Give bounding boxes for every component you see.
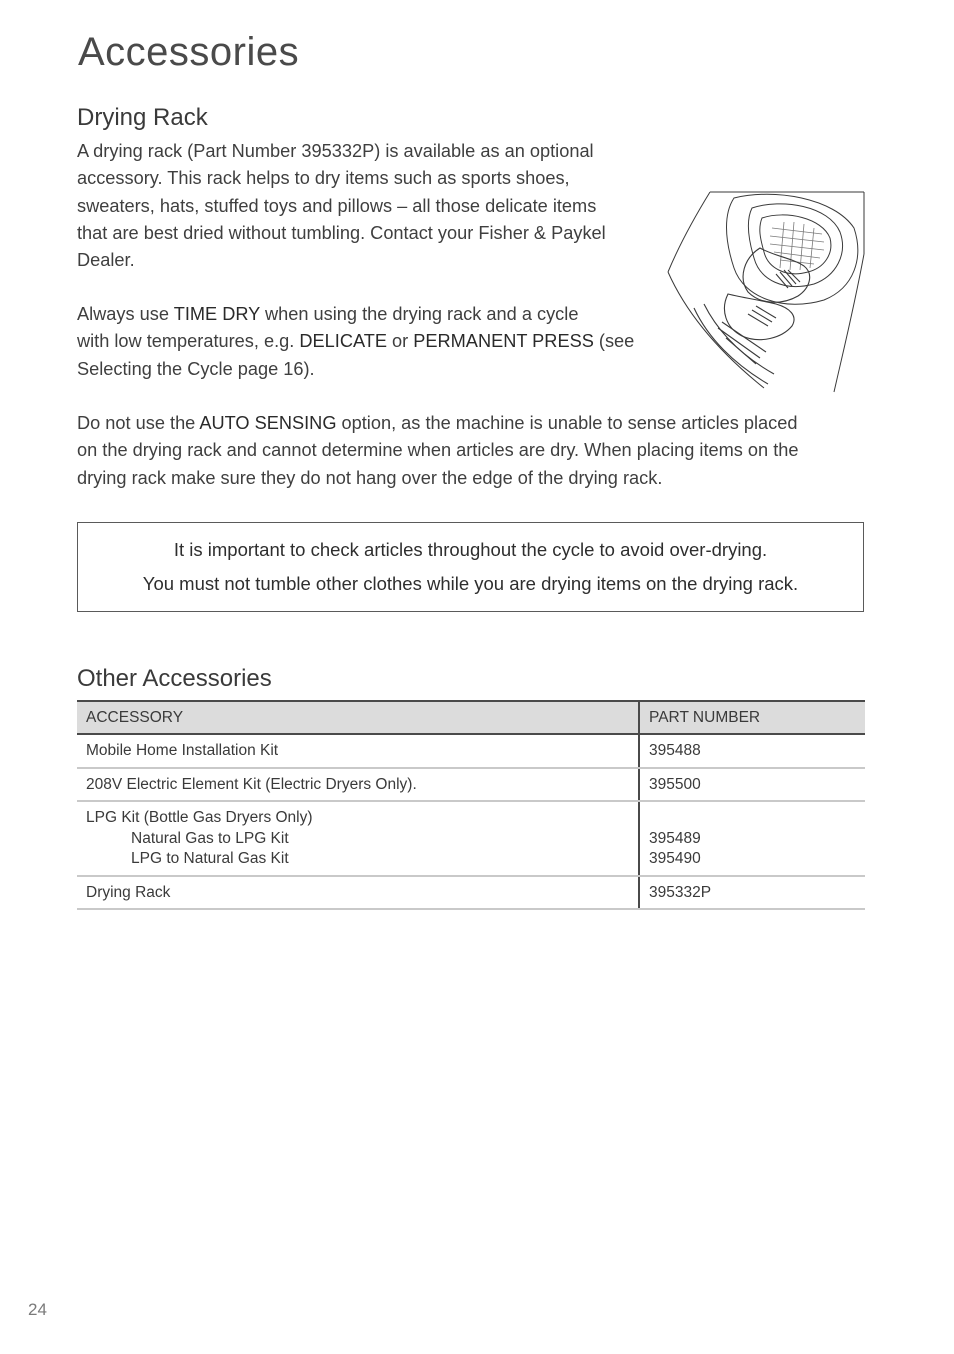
accessory-cell: Drying Rack (77, 876, 639, 910)
page-title: Accessories (78, 30, 300, 74)
important-notice-box (77, 522, 864, 612)
time-dry-paragraph: Always use TIME DRY when using the drying rack and a cycle with low temperatures, e.g. DELICATE or PERMANENT PRESS (see Selecting the Cycle page 16). (77, 304, 635, 379)
drying-rack-intro (77, 138, 606, 274)
notice-line: It is important to check articles throughout the cycle to avoid over-drying. (173, 539, 768, 560)
part-number-cell: 395332P (639, 876, 865, 910)
drying-rack-illustration (664, 188, 868, 394)
table-row (77, 768, 865, 802)
table-row (77, 876, 865, 910)
page-number: 24 (28, 1300, 47, 1319)
sub-item: LPG to Natural Gas Kit (131, 850, 289, 867)
auto-sensing-paragraph: Do not use the AUTO SENSING option, as the machine is unable to sense articles placed on the drying rack and cannot determine when articles are dry. When placing items on the drying rack make sure they do not hang over the edge of the drying rack. (77, 413, 799, 488)
intro-line: accessory. This rack helps to dry items such as sports shoes, (77, 168, 570, 189)
table-row (77, 734, 865, 768)
intro-line: Dealer. (77, 250, 135, 271)
accessories-table (77, 700, 865, 910)
column-header-part-number: PART NUMBER (639, 701, 865, 734)
intro-line: A drying rack (Part Number 395332P) is available as an optional (77, 141, 594, 161)
part-number-cell: 395489 395490 (639, 801, 865, 876)
part-number-cell: 395488 (639, 734, 865, 768)
table-header-row (77, 701, 865, 734)
accessory-cell: Mobile Home Installation Kit (77, 734, 639, 768)
permanent-press-keyword: PERMANENT PRESS (413, 331, 594, 352)
part-number-cell: 395500 (639, 768, 865, 802)
notice-line: You must not tumble other clothes while you are drying items on the drying rack. (142, 573, 799, 594)
drying-rack-heading: Drying Rack (77, 104, 208, 131)
intro-line: sweaters, hats, stuffed toys and pillows – all those delicate items (77, 195, 597, 216)
column-header-accessory: ACCESSORY (77, 701, 639, 734)
sub-item: Natural Gas to LPG Kit (131, 829, 289, 847)
table-row (77, 801, 865, 876)
accessory-cell: 208V Electric Element Kit (Electric Dryers Only). (77, 768, 639, 802)
other-accessories-heading: Other Accessories (77, 665, 272, 692)
intro-line: that are best dried without tumbling. Contact your Fisher & Paykel (77, 222, 606, 243)
time-dry-keyword: TIME DRY (173, 304, 260, 324)
delicate-keyword: DELICATE (299, 331, 387, 352)
auto-sensing-keyword: AUTO SENSING (199, 413, 337, 433)
accessory-cell: LPG Kit (Bottle Gas Dryers Only) Natural Gas to LPG Kit LPG to Natural Gas Kit (77, 801, 639, 876)
